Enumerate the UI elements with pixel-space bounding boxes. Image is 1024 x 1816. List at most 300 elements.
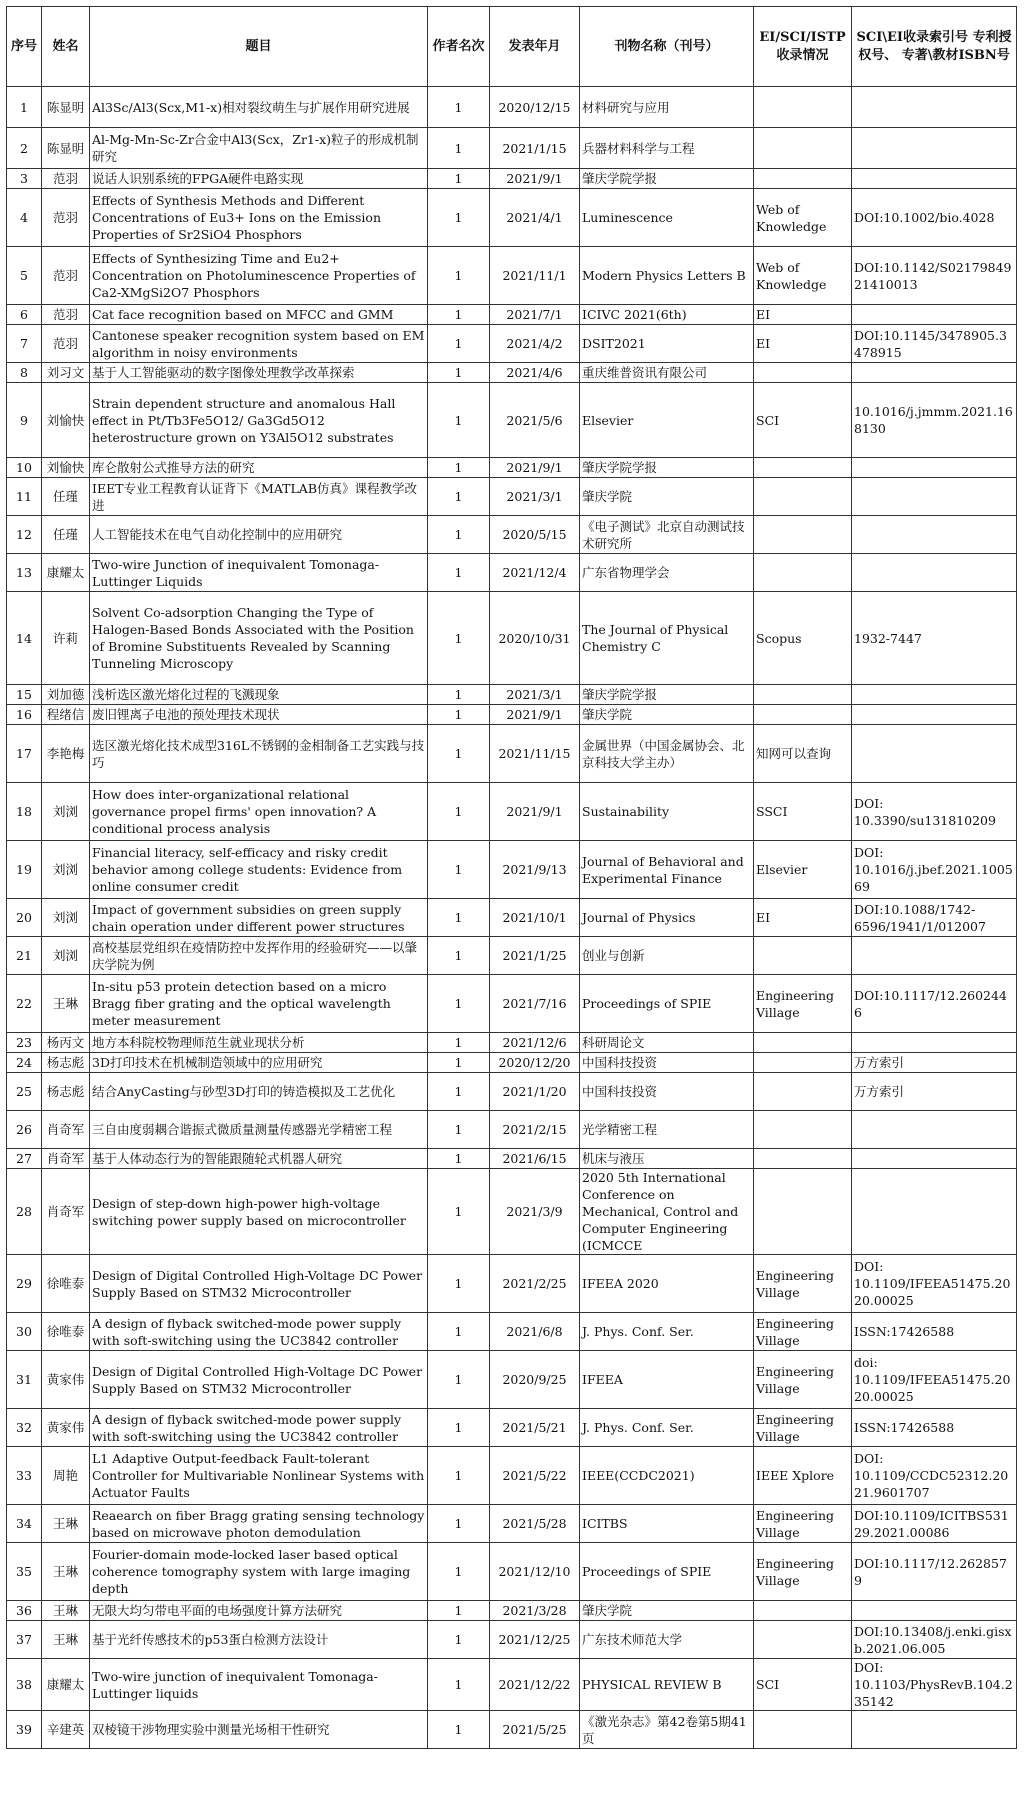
cell-index-number <box>852 1111 1017 1149</box>
cell-no: 12 <box>7 516 42 554</box>
cell-index-status: Engineering Village <box>754 1505 852 1543</box>
cell-author-rank: 1 <box>428 725 490 783</box>
cell-index-number: DOI: 10.1109/IFEEA51475.2020.00025 <box>852 1255 1017 1313</box>
table-row <box>7 478 1017 516</box>
cell-author-rank: 1 <box>428 1409 490 1447</box>
cell-date: 2021/9/1 <box>490 783 580 841</box>
cell-index-status <box>754 458 852 478</box>
cell-date: 2021/9/13 <box>490 841 580 899</box>
cell-no: 24 <box>7 1053 42 1073</box>
cell-date: 2021/9/1 <box>490 169 580 189</box>
cell-title: 库仑散射公式推导方法的研究 <box>90 458 428 478</box>
cell-author-rank: 1 <box>428 1621 490 1659</box>
cell-author-rank: 1 <box>428 705 490 725</box>
cell-title: Solvent Co-adsorption Changing the Type of Halogen-Based Bonds Associated with the Position of Bromine Substituents Revealed by Scanning Tunneling Microscopy <box>90 592 428 685</box>
cell-title: Two-wire Junction of inequivalent Tomonaga-Luttinger Liquids <box>90 554 428 592</box>
header-journal: 刊物名称（刊号） <box>580 7 754 87</box>
cell-name: 范羽 <box>42 305 90 325</box>
cell-name: 杨志彪 <box>42 1053 90 1073</box>
table-row <box>7 1601 1017 1621</box>
cell-date: 2021/6/15 <box>490 1149 580 1169</box>
table-row <box>7 685 1017 705</box>
cell-date: 2021/12/22 <box>490 1659 580 1711</box>
cell-index-number <box>852 128 1017 169</box>
cell-name: 黄家伟 <box>42 1409 90 1447</box>
cell-name: 任瑾 <box>42 478 90 516</box>
cell-index-number <box>852 1149 1017 1169</box>
cell-date: 2021/1/20 <box>490 1073 580 1111</box>
cell-index-status <box>754 937 852 975</box>
table-body <box>7 87 1017 1749</box>
cell-no: 19 <box>7 841 42 899</box>
cell-no: 10 <box>7 458 42 478</box>
cell-journal: DSIT2021 <box>580 325 754 363</box>
cell-index-number: DOI:10.1117/12.2628579 <box>852 1543 1017 1601</box>
cell-name: 许莉 <box>42 592 90 685</box>
cell-author-rank: 1 <box>428 383 490 458</box>
cell-index-status: EI <box>754 305 852 325</box>
cell-title: 人工智能技术在电气自动化控制中的应用研究 <box>90 516 428 554</box>
cell-no: 4 <box>7 189 42 247</box>
cell-title: Strain dependent structure and anomalous Hall effect in Pt/Tb3Fe5O12/ Ga3Gd5O12 heterostructure grown on Y3Al5O12 substrates <box>90 383 428 458</box>
cell-no: 34 <box>7 1505 42 1543</box>
cell-name: 任瑾 <box>42 516 90 554</box>
cell-no: 5 <box>7 247 42 305</box>
cell-index-status: SSCI <box>754 783 852 841</box>
table-row <box>7 725 1017 783</box>
cell-title: 双棱镜干涉物理实验中测量光场相干性研究 <box>90 1711 428 1749</box>
cell-date: 2021/1/15 <box>490 128 580 169</box>
cell-name: 王琳 <box>42 1543 90 1601</box>
cell-journal: 肇庆学院 <box>580 1601 754 1621</box>
cell-journal: Journal of Physics <box>580 899 754 937</box>
cell-author-rank: 1 <box>428 1351 490 1409</box>
table-row <box>7 554 1017 592</box>
cell-index-status: EI <box>754 325 852 363</box>
cell-date: 2020/9/25 <box>490 1351 580 1409</box>
cell-journal: ICIVC 2021(6th) <box>580 305 754 325</box>
cell-no: 20 <box>7 899 42 937</box>
cell-index-number: ISSN:17426588 <box>852 1313 1017 1351</box>
cell-title: 基于人体动态行为的智能跟随轮式机器人研究 <box>90 1149 428 1169</box>
cell-journal: Proceedings of SPIE <box>580 975 754 1033</box>
table-header-row <box>7 7 1017 87</box>
cell-journal: J. Phys. Conf. Ser. <box>580 1409 754 1447</box>
table-row <box>7 1255 1017 1313</box>
cell-name: 刘浏 <box>42 841 90 899</box>
table-row <box>7 1073 1017 1111</box>
cell-date: 2020/10/31 <box>490 592 580 685</box>
cell-journal: J. Phys. Conf. Ser. <box>580 1313 754 1351</box>
cell-journal: 光学精密工程 <box>580 1111 754 1149</box>
header-index-number: SCI\EI收录索引号 专利授权号、 专著\教材ISBN号 <box>852 7 1017 87</box>
cell-no: 16 <box>7 705 42 725</box>
cell-author-rank: 1 <box>428 1313 490 1351</box>
cell-author-rank: 1 <box>428 685 490 705</box>
cell-no: 3 <box>7 169 42 189</box>
cell-author-rank: 1 <box>428 478 490 516</box>
cell-name: 肖奇军 <box>42 1169 90 1255</box>
cell-no: 15 <box>7 685 42 705</box>
cell-no: 29 <box>7 1255 42 1313</box>
cell-index-number: DOI: 10.1103/PhysRevB.104.235142 <box>852 1659 1017 1711</box>
cell-journal: 中国科技投资 <box>580 1053 754 1073</box>
cell-author-rank: 1 <box>428 87 490 128</box>
cell-index-number <box>852 478 1017 516</box>
table-row <box>7 705 1017 725</box>
cell-title: Impact of government subsidies on green supply chain operation under different power structures <box>90 899 428 937</box>
cell-name: 徐唯泰 <box>42 1255 90 1313</box>
cell-journal: 广东技术师范大学 <box>580 1621 754 1659</box>
cell-index-status <box>754 1621 852 1659</box>
cell-journal: 兵器材料科学与工程 <box>580 128 754 169</box>
cell-index-number: DOI: 10.1016/j.jbef.2021.100569 <box>852 841 1017 899</box>
cell-no: 22 <box>7 975 42 1033</box>
cell-index-number: DOI:10.1088/1742-6596/1941/1/012007 <box>852 899 1017 937</box>
cell-journal: IFEEA 2020 <box>580 1255 754 1313</box>
cell-no: 9 <box>7 383 42 458</box>
cell-name: 程绪信 <box>42 705 90 725</box>
table-row <box>7 1659 1017 1711</box>
cell-name: 范羽 <box>42 169 90 189</box>
cell-index-number: 万方索引 <box>852 1053 1017 1073</box>
cell-journal: 《激光杂志》第42卷第5期41页 <box>580 1711 754 1749</box>
cell-title: Design of Digital Controlled High-Voltage DC Power Supply Based on STM32 Microcontroller <box>90 1255 428 1313</box>
cell-name: 黄家伟 <box>42 1351 90 1409</box>
cell-index-status <box>754 516 852 554</box>
cell-title: Al-Mg-Mn-Sc-Zr合金中Al3(Scx，Zr1-x)粒子的形成机制研究 <box>90 128 428 169</box>
cell-journal: 创业与创新 <box>580 937 754 975</box>
cell-author-rank: 1 <box>428 458 490 478</box>
cell-index-status <box>754 554 852 592</box>
cell-date: 2021/11/1 <box>490 247 580 305</box>
cell-journal: 中国科技投资 <box>580 1073 754 1111</box>
cell-author-rank: 1 <box>428 841 490 899</box>
header-no: 序号 <box>7 7 42 87</box>
cell-index-status: Engineering Village <box>754 1543 852 1601</box>
cell-author-rank: 1 <box>428 247 490 305</box>
cell-date: 2021/2/15 <box>490 1111 580 1149</box>
cell-title: 废旧锂离子电池的预处理技术现状 <box>90 705 428 725</box>
cell-index-status <box>754 1601 852 1621</box>
cell-title: 浅析选区激光熔化过程的飞溅现象 <box>90 685 428 705</box>
cell-date: 2021/4/2 <box>490 325 580 363</box>
cell-author-rank: 1 <box>428 1447 490 1505</box>
cell-author-rank: 1 <box>428 783 490 841</box>
cell-index-status: Engineering Village <box>754 975 852 1033</box>
cell-index-number: DOI:10.1002/bio.4028 <box>852 189 1017 247</box>
cell-journal: 金属世界（中国金属协会、北京科技大学主办） <box>580 725 754 783</box>
table-row <box>7 592 1017 685</box>
cell-title: 无限大均匀带电平面的电场强度计算方法研究 <box>90 1601 428 1621</box>
cell-author-rank: 1 <box>428 189 490 247</box>
cell-author-rank: 1 <box>428 1169 490 1255</box>
cell-date: 2021/5/28 <box>490 1505 580 1543</box>
table-row <box>7 383 1017 458</box>
cell-name: 范羽 <box>42 247 90 305</box>
cell-date: 2021/2/25 <box>490 1255 580 1313</box>
cell-index-number: DOI:10.13408/j.enki.gisxb.2021.06.005 <box>852 1621 1017 1659</box>
cell-author-rank: 1 <box>428 937 490 975</box>
cell-no: 36 <box>7 1601 42 1621</box>
cell-name: 陈显明 <box>42 128 90 169</box>
cell-no: 8 <box>7 363 42 383</box>
header-author-rank: 作者名次 <box>428 7 490 87</box>
cell-index-number <box>852 725 1017 783</box>
header-name: 姓名 <box>42 7 90 87</box>
cell-date: 2021/12/4 <box>490 554 580 592</box>
cell-journal: Modern Physics Letters B <box>580 247 754 305</box>
cell-date: 2021/5/6 <box>490 383 580 458</box>
cell-index-status: SCI <box>754 383 852 458</box>
cell-author-rank: 1 <box>428 1073 490 1111</box>
cell-name: 刘习文 <box>42 363 90 383</box>
cell-no: 2 <box>7 128 42 169</box>
cell-no: 18 <box>7 783 42 841</box>
cell-date: 2021/12/25 <box>490 1621 580 1659</box>
cell-index-number: DOI: 10.1109/CCDC52312.2021.9601707 <box>852 1447 1017 1505</box>
cell-title: Financial literacy, self-efficacy and risky credit behavior among college students: Evidence from online consumer credit <box>90 841 428 899</box>
cell-no: 37 <box>7 1621 42 1659</box>
cell-title: A design of flyback switched-mode power supply with soft-switching using the UC3842 controller <box>90 1313 428 1351</box>
cell-no: 38 <box>7 1659 42 1711</box>
table-row <box>7 899 1017 937</box>
cell-no: 7 <box>7 325 42 363</box>
cell-index-status <box>754 87 852 128</box>
cell-no: 21 <box>7 937 42 975</box>
cell-no: 32 <box>7 1409 42 1447</box>
cell-index-number <box>852 87 1017 128</box>
cell-name: 刘愉快 <box>42 383 90 458</box>
cell-date: 2021/10/1 <box>490 899 580 937</box>
cell-title: L1 Adaptive Output-feedback Fault-tolerant Controller for Multivariable Nonlinear Systems with Actuator Faults <box>90 1447 428 1505</box>
table-row <box>7 1169 1017 1255</box>
cell-index-status <box>754 1033 852 1053</box>
cell-author-rank: 1 <box>428 1111 490 1149</box>
cell-author-rank: 1 <box>428 1659 490 1711</box>
cell-author-rank: 1 <box>428 554 490 592</box>
cell-index-number: 1932-7447 <box>852 592 1017 685</box>
cell-name: 肖奇军 <box>42 1149 90 1169</box>
cell-no: 13 <box>7 554 42 592</box>
cell-name: 王琳 <box>42 1505 90 1543</box>
cell-date: 2020/5/15 <box>490 516 580 554</box>
cell-journal: 肇庆学院学报 <box>580 685 754 705</box>
cell-index-status <box>754 128 852 169</box>
cell-title: How does inter-organizational relational governance propel firms' open innovation? A conditional process analysis <box>90 783 428 841</box>
table-row <box>7 363 1017 383</box>
cell-index-number: DOI:10.1117/12.2602446 <box>852 975 1017 1033</box>
cell-date: 2021/7/1 <box>490 305 580 325</box>
cell-date: 2021/1/25 <box>490 937 580 975</box>
cell-title: 三自由度弱耦合谐振式微质量测量传感器光学精密工程 <box>90 1111 428 1149</box>
cell-title: IEET专业工程教育认证背下《MATLAB仿真》课程教学改进 <box>90 478 428 516</box>
cell-author-rank: 1 <box>428 363 490 383</box>
cell-date: 2021/4/6 <box>490 363 580 383</box>
cell-no: 14 <box>7 592 42 685</box>
table-row <box>7 783 1017 841</box>
cell-index-status: EI <box>754 899 852 937</box>
cell-index-number <box>852 1033 1017 1053</box>
table-row <box>7 1447 1017 1505</box>
cell-no: 6 <box>7 305 42 325</box>
cell-index-number <box>852 458 1017 478</box>
table-row <box>7 841 1017 899</box>
cell-date: 2021/5/21 <box>490 1409 580 1447</box>
cell-no: 23 <box>7 1033 42 1053</box>
cell-name: 王琳 <box>42 1601 90 1621</box>
cell-date: 2021/3/9 <box>490 1169 580 1255</box>
cell-no: 31 <box>7 1351 42 1409</box>
cell-index-status <box>754 685 852 705</box>
table-row <box>7 1621 1017 1659</box>
cell-date: 2021/3/28 <box>490 1601 580 1621</box>
cell-index-number: ISSN:17426588 <box>852 1409 1017 1447</box>
cell-name: 王琳 <box>42 1621 90 1659</box>
cell-index-status: SCI <box>754 1659 852 1711</box>
cell-index-number: DOI:10.1109/ICITBS53129.2021.00086 <box>852 1505 1017 1543</box>
cell-name: 刘加德 <box>42 685 90 705</box>
cell-author-rank: 1 <box>428 1033 490 1053</box>
table-row <box>7 247 1017 305</box>
cell-index-number <box>852 1169 1017 1255</box>
cell-index-number <box>852 305 1017 325</box>
header-title: 题目 <box>90 7 428 87</box>
cell-index-number: 万方索引 <box>852 1073 1017 1111</box>
cell-no: 1 <box>7 87 42 128</box>
cell-date: 2021/12/6 <box>490 1033 580 1053</box>
cell-index-status: Engineering Village <box>754 1351 852 1409</box>
cell-author-rank: 1 <box>428 975 490 1033</box>
cell-author-rank: 1 <box>428 128 490 169</box>
cell-author-rank: 1 <box>428 1149 490 1169</box>
cell-title: 选区激光熔化技术成型316L不锈钢的金相制备工艺实践与技巧 <box>90 725 428 783</box>
cell-title: Two-wire junction of inequivalent Tomonaga-Luttinger liquids <box>90 1659 428 1711</box>
cell-no: 27 <box>7 1149 42 1169</box>
cell-date: 2021/12/10 <box>490 1543 580 1601</box>
cell-journal: PHYSICAL REVIEW B <box>580 1659 754 1711</box>
table-row <box>7 305 1017 325</box>
cell-index-number <box>852 1601 1017 1621</box>
cell-name: 周艳 <box>42 1447 90 1505</box>
cell-title: Cat face recognition based on MFCC and GMM <box>90 305 428 325</box>
cell-index-number <box>852 554 1017 592</box>
cell-name: 辛建英 <box>42 1711 90 1749</box>
cell-index-number: doi: 10.1109/IFEEA51475.2020.00025 <box>852 1351 1017 1409</box>
cell-name: 王琳 <box>42 975 90 1033</box>
cell-title: 3D打印技术在机械制造领域中的应用研究 <box>90 1053 428 1073</box>
cell-name: 刘愉快 <box>42 458 90 478</box>
table-row <box>7 169 1017 189</box>
cell-date: 2021/3/1 <box>490 478 580 516</box>
table-row <box>7 1543 1017 1601</box>
table-row <box>7 1505 1017 1543</box>
cell-index-number: DOI:10.1145/3478905.3478915 <box>852 325 1017 363</box>
cell-date: 2021/5/25 <box>490 1711 580 1749</box>
cell-date: 2021/4/1 <box>490 189 580 247</box>
cell-author-rank: 1 <box>428 305 490 325</box>
cell-name: 陈显明 <box>42 87 90 128</box>
cell-no: 17 <box>7 725 42 783</box>
cell-journal: Proceedings of SPIE <box>580 1543 754 1601</box>
cell-index-status <box>754 1111 852 1149</box>
cell-date: 2020/12/15 <box>490 87 580 128</box>
cell-journal: 重庆维普资讯有限公司 <box>580 363 754 383</box>
cell-index-status: Elsevier <box>754 841 852 899</box>
cell-index-status <box>754 705 852 725</box>
cell-author-rank: 1 <box>428 516 490 554</box>
cell-index-status <box>754 478 852 516</box>
cell-name: 李艳梅 <box>42 725 90 783</box>
cell-name: 肖奇军 <box>42 1111 90 1149</box>
cell-index-number <box>852 363 1017 383</box>
table-row <box>7 1053 1017 1073</box>
table-row <box>7 128 1017 169</box>
table-row <box>7 87 1017 128</box>
cell-index-status: Web of Knowledge <box>754 247 852 305</box>
cell-date: 2021/7/16 <box>490 975 580 1033</box>
table-row <box>7 1313 1017 1351</box>
cell-title: 结合AnyCasting与砂型3D打印的铸造模拟及工艺优化 <box>90 1073 428 1111</box>
cell-journal: The Journal of Physical Chemistry C <box>580 592 754 685</box>
cell-index-status: 知网可以查询 <box>754 725 852 783</box>
cell-index-status: Engineering Village <box>754 1255 852 1313</box>
cell-author-rank: 1 <box>428 1601 490 1621</box>
cell-index-status: Web of Knowledge <box>754 189 852 247</box>
cell-date: 2021/9/1 <box>490 458 580 478</box>
cell-index-number <box>852 937 1017 975</box>
cell-name: 刘浏 <box>42 937 90 975</box>
cell-journal: 肇庆学院 <box>580 705 754 725</box>
cell-date: 2021/9/1 <box>490 705 580 725</box>
cell-index-number <box>852 516 1017 554</box>
publication-table <box>6 6 1017 1749</box>
cell-no: 33 <box>7 1447 42 1505</box>
table-row <box>7 1149 1017 1169</box>
cell-title: 说话人识别系统的FPGA硬件电路实现 <box>90 169 428 189</box>
cell-index-number <box>852 169 1017 189</box>
cell-index-status <box>754 1053 852 1073</box>
cell-index-status <box>754 169 852 189</box>
cell-journal: ICITBS <box>580 1505 754 1543</box>
cell-title: 基于人工智能驱动的数字图像处理教学改革探索 <box>90 363 428 383</box>
cell-title: In-situ p53 protein detection based on a micro Bragg fiber grating and the optical wavelength meter measurement <box>90 975 428 1033</box>
cell-name: 范羽 <box>42 189 90 247</box>
cell-no: 35 <box>7 1543 42 1601</box>
cell-index-number: DOI: 10.3390/su131810209 <box>852 783 1017 841</box>
cell-journal: Journal of Behavioral and Experimental Finance <box>580 841 754 899</box>
cell-author-rank: 1 <box>428 1543 490 1601</box>
cell-index-number <box>852 1711 1017 1749</box>
table-row <box>7 458 1017 478</box>
cell-index-number <box>852 705 1017 725</box>
cell-title: Design of step-down high-power high-voltage switching power supply based on microcontroller <box>90 1169 428 1255</box>
cell-title: Design of Digital Controlled High-Voltage DC Power Supply Based on STM32 Microcontroller <box>90 1351 428 1409</box>
cell-index-status <box>754 363 852 383</box>
cell-index-status <box>754 1149 852 1169</box>
cell-author-rank: 1 <box>428 1255 490 1313</box>
cell-journal: 广东省物理学会 <box>580 554 754 592</box>
cell-date: 2021/6/8 <box>490 1313 580 1351</box>
cell-journal: 肇庆学院 <box>580 478 754 516</box>
table-row <box>7 1033 1017 1053</box>
cell-journal: Luminescence <box>580 189 754 247</box>
header-date: 发表年月 <box>490 7 580 87</box>
cell-name: 范羽 <box>42 325 90 363</box>
table-row <box>7 189 1017 247</box>
table-row <box>7 325 1017 363</box>
cell-no: 26 <box>7 1111 42 1149</box>
